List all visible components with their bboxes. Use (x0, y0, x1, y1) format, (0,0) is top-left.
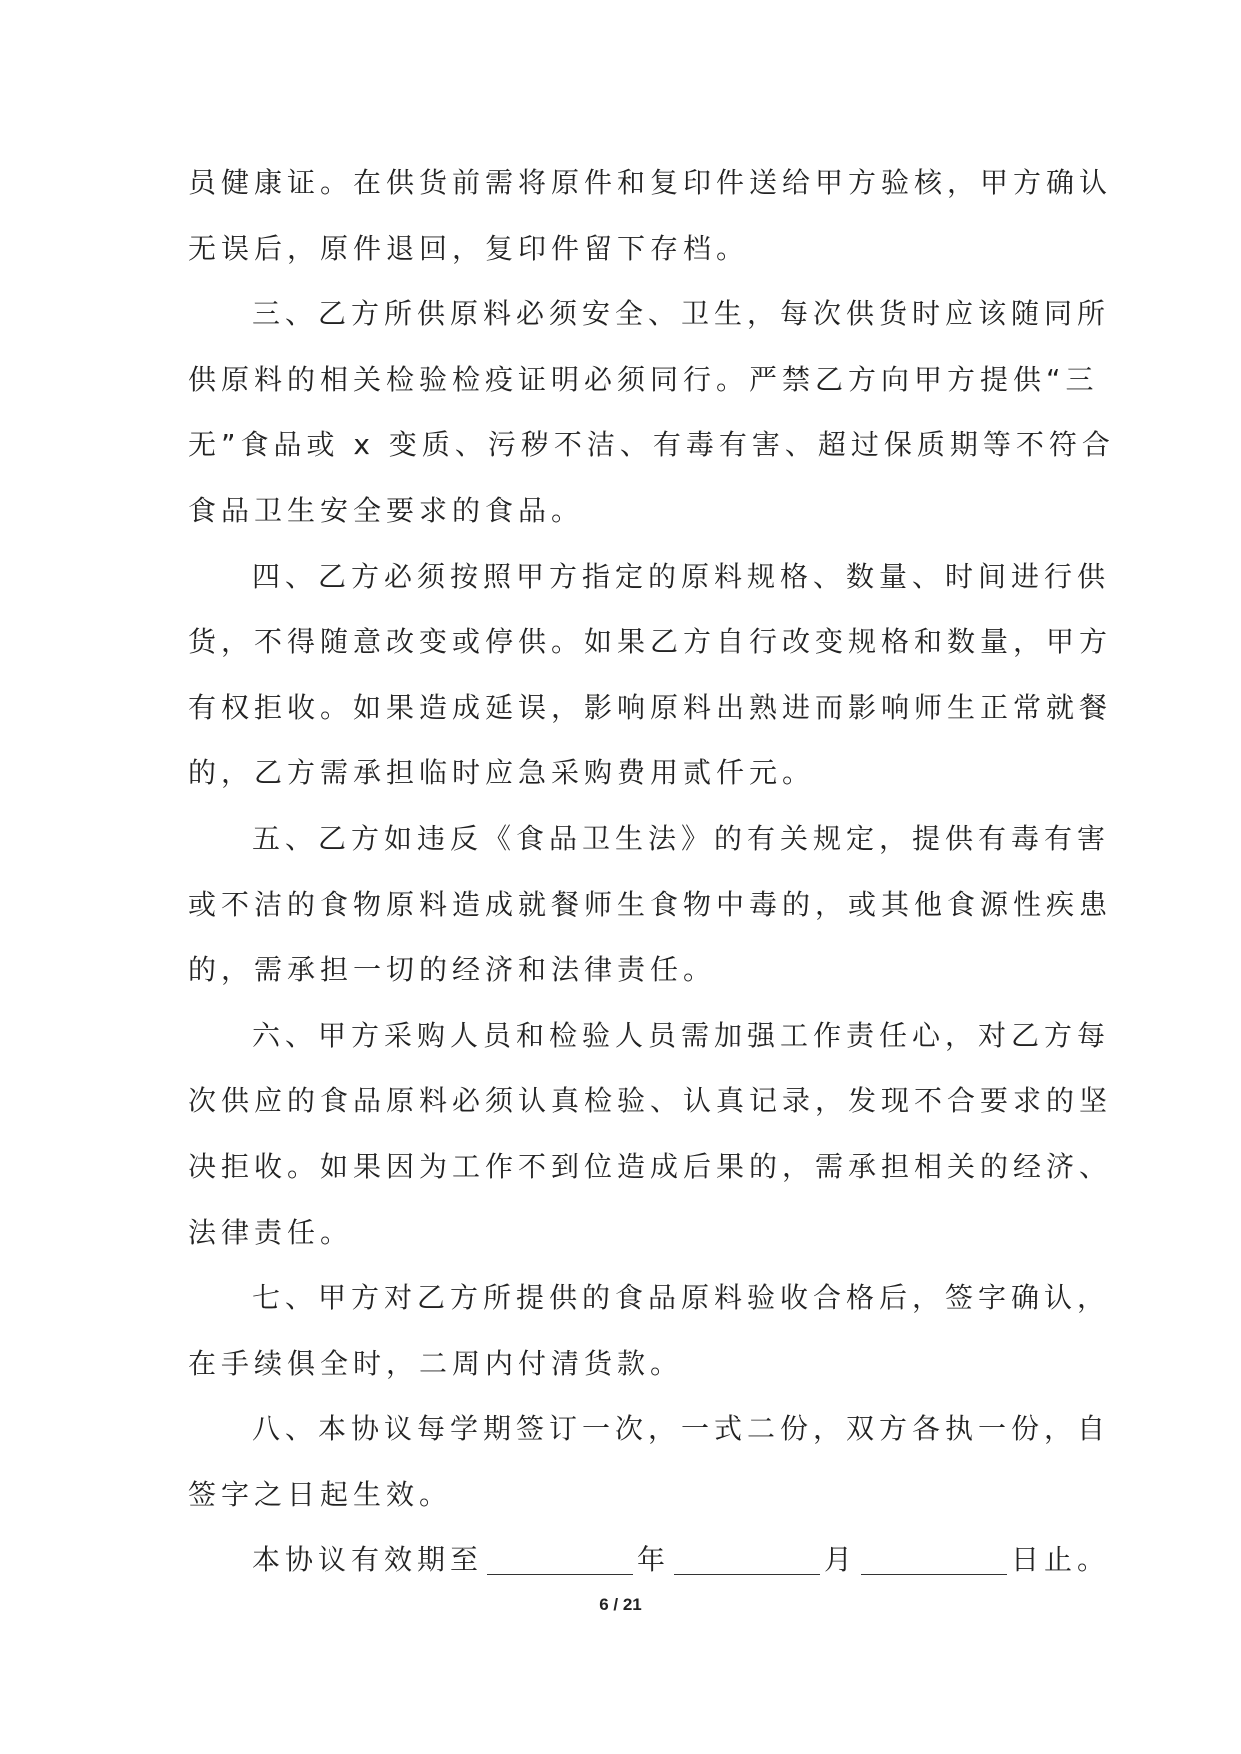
text-line: 签字之日起生效。 (188, 1477, 453, 1511)
document-body (188, 150, 1115, 1593)
day-blank (861, 1546, 1007, 1575)
month-label: 月 (824, 1543, 858, 1577)
text-line: 的，需承担一切的经济和法律责任。 (188, 953, 717, 987)
text-line: 无”食品或 x 变质、污秽不洁、有毒有害、超过保质期等不符合 (188, 428, 1115, 462)
text-line: 决拒收。如果因为工作不到位造成后果的，需承担相关的经济、 (188, 1149, 1113, 1183)
validity-prefix: 本协议有效期至 (252, 1543, 484, 1577)
text-line: 法律责任。 (188, 1215, 354, 1249)
text-line: 员健康证。在供货前需将原件和复印件送给甲方验核，甲方确认 (188, 166, 1113, 199)
clause-three-line: 三、乙方所供原料必须安全、卫生，每次供货时应该随同所 (252, 297, 1111, 331)
year-label: 年 (637, 1543, 671, 1577)
month-blank (674, 1546, 820, 1575)
validity-suffix: 日止。 (1011, 1543, 1111, 1577)
text-line: 次供应的食品原料必须认真检验、认真记录，发现不合要求的坚 (188, 1084, 1113, 1118)
clause-eight-line: 八、本协议每学期签订一次，一式二份，双方各执一份，自 (252, 1412, 1111, 1446)
text-line: 在手续俱全时，二周内付清货款。 (188, 1346, 684, 1380)
clause-seven-line: 七、甲方对乙方所提供的食品原料验收合格后，签字确认， (252, 1281, 1111, 1315)
clause-six-line: 六、甲方采购人员和检验人员需加强工作责任心，对乙方每 (252, 1018, 1111, 1052)
clause-five-line: 五、乙方如违反《食品卫生法》的有关规定，提供有毒有害 (252, 821, 1111, 855)
text-line: 食品卫生安全要求的食品。 (188, 493, 585, 527)
text-line: 或不洁的食物原料造成就餐师生食物中毒的，或其他食源性疾患 (188, 887, 1113, 921)
text-line: 有权拒收。如果造成延误，影响原料出熟进而影响师生正常就餐 (188, 690, 1113, 724)
page-number: 6 / 21 (599, 1595, 642, 1614)
text-line: 供原料的相关检验检疫证明必须同行。严禁乙方向甲方提供“三 (188, 362, 1099, 396)
text-line: 无误后，原件退回，复印件留下存档。 (188, 231, 750, 265)
validity-line (188, 1527, 1111, 1593)
text-line: 的，乙方需承担临时应急采购费用贰仟元。 (188, 756, 816, 790)
text-line: 货，不得随意改变或停供。如果乙方自行改变规格和数量，甲方 (188, 625, 1113, 659)
clause-four-line: 四、乙方必须按照甲方指定的原料规格、数量、时间进行供 (252, 559, 1111, 593)
year-blank (487, 1546, 633, 1575)
